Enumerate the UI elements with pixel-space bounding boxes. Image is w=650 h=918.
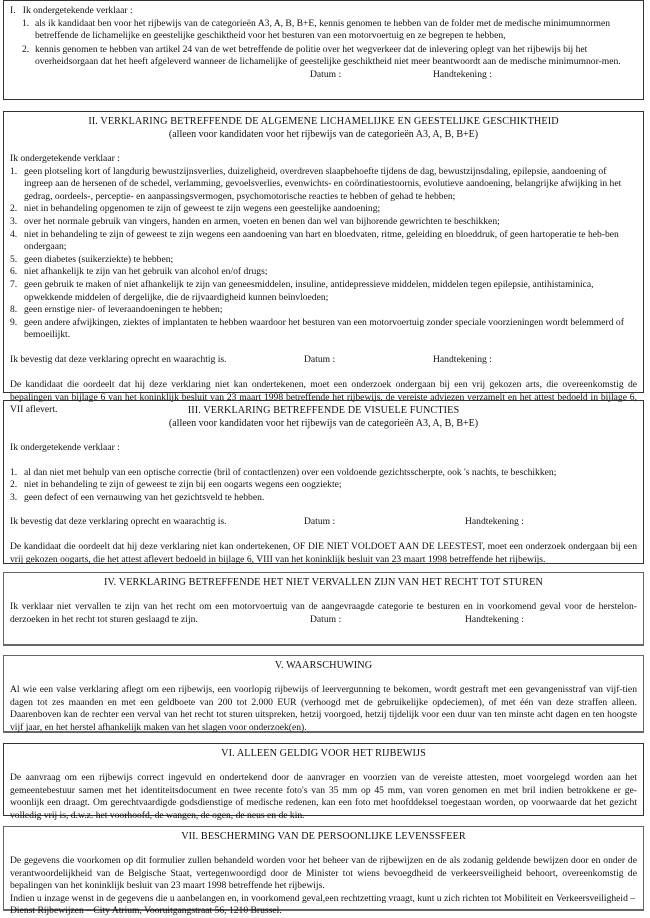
item-text: geen plotseling kort of langdurig bewustzijnsverlies, duizeligheid, overdreven slaapbehoefte tijdens de dag, bewustzijnsdaling, epilepsie, aandoening of ingreep aan de hersenen of de schedel, verlamming, gevoelsverlies, evenwichts- en coördinatiestoornis, evolutieve aandoening, belangrijke afwijking in het gedrag, oordeels-, perceptie- en aanpassingsvermogen, psychomotorische reacties te hebben of gehad te hebben; xyxy=(24,165,622,202)
handtekening-field[interactable]: Handtekening : xyxy=(465,614,524,626)
list-item xyxy=(10,279,637,304)
section-iv-driving-right xyxy=(3,572,644,646)
item-number: 6. xyxy=(10,266,18,278)
list-item xyxy=(10,166,637,204)
section-iii-visual-functions xyxy=(3,400,644,564)
section-i-heading xyxy=(10,5,637,18)
section-ii-note: De kandidaat die oordeelt dat hij deze verklaring niet kan ondertekenen, moet een onderzoek ondergaan bij een vrij gekozen arts, die overeenkomstig de bepalingen van bijlage 6 van het koninklijk besluit van 23 maart 1998 betreffende het rijbewijs, de vereiste adviezen verzamelt en het attest bedoeld in bijlage 6, VII aflevert. xyxy=(10,378,637,416)
section-vi-title: VI. ALLEEN GELDIG VOOR HET RIJBEWIJS xyxy=(221,748,426,759)
item-text: geen diabetes (suikerziekte) te hebben; xyxy=(24,253,174,265)
list-item xyxy=(10,317,637,342)
handtekening-field[interactable]: Handtekening : xyxy=(433,68,492,80)
item-number: 5. xyxy=(10,253,18,265)
section-iii-list xyxy=(10,467,637,505)
item-text: geen ernstige nier- of leveraandoeningen te hebben; xyxy=(24,304,223,316)
item-number: 7. xyxy=(10,278,18,290)
datum-field[interactable]: Datum : xyxy=(310,68,342,80)
item-number: 8. xyxy=(10,304,18,316)
item-text: over het normale gebruik van vingers, handen en armen, voeten en benen dan wel van bijhorende gewrichten te beschikken; xyxy=(24,215,500,227)
item-text: geen gebruik te maken of niet afhankelijk te zijn van geneesmiddelen, insuline, antidepressieve middelen, middelen tegen epilepsie, antihistaminica, opwekkende middelen of dergelijke, die de rijvaardigheid kunnen beïnvloeden; xyxy=(24,278,594,303)
section-iii-title: III. VERKLARING BETREFFENDE DE VISUELE FUNCTIES xyxy=(187,405,460,416)
handtekening-field[interactable]: Handtekening : xyxy=(433,353,492,365)
list-item xyxy=(10,254,637,267)
item-number: 2. xyxy=(10,479,18,491)
item-text: niet in behandeling te zijn of geweest te zijn bij een oogarts wegens een oogziekte; xyxy=(24,479,342,491)
list-item xyxy=(10,479,637,492)
section-ii-title: II. VERKLARING BETREFFENDE DE ALGEMENE LICHAMELIJKE EN GEESTELIJKE GESCHIKTHEID xyxy=(88,116,559,127)
section-vii-text-1: De gegevens die voorkomen op dit formulier zullen behandeld worden voor het beheer van de rijbewijzen en de als zodanig geldende bewijzen door en onder de verantwoordelijkheid van de Belgische Staat, vertegenwoordigd door de Minister tot wiens bevoegdheid de verkeersveiligheid behoort, overeenkomstig de bepalingen van het koninklijk besluit van 23 maart 1998 betreffende het rijbewijs. xyxy=(10,855,637,892)
section-ii-subtitle: (alleen voor kandidaten voor het rijbewijs van de categorieën A3, A, B, B+E) xyxy=(168,129,479,140)
section-v-warning xyxy=(3,655,644,733)
signature-line xyxy=(10,354,637,367)
item-text: niet in behandeling te zijn of geweest te zijn wegens een aandoening van hart en bloedvaten, ritme, geleiding en bloeddruk, of geen hartoperatie te heb-ben ondergaan; xyxy=(24,228,619,253)
list-item xyxy=(10,203,637,216)
list-item xyxy=(10,229,637,254)
list-item xyxy=(22,18,633,43)
section-ii-intro: Ik ondergetekende verklaar : xyxy=(10,153,120,164)
signature-line xyxy=(10,614,637,627)
item-number: 9. xyxy=(10,316,18,328)
datum-field[interactable]: Datum : xyxy=(304,516,336,528)
section-iv-text: Ik verklaar niet vervallen te zijn van het recht om een motorvoertuig van de aangevraagde categorie te besturen en in voorkomend geval voor de herstelon-derzoeken in het recht tot sturen geslaagd te zijn. xyxy=(10,601,637,625)
item-number: 3. xyxy=(10,215,18,227)
list-item xyxy=(10,304,637,317)
item-text: al dan niet met behulp van een optische correctie (bril of contactlenzen) over een voldoende gezichtsscherpte, ook 's nachts, te beschikken; xyxy=(24,466,557,478)
section-i-declaration xyxy=(3,0,644,100)
item-text: kennis genomen te hebben van artikel 24 van de wet betreffende de politie over het wegverkeer dat de inlevering oplegt van het rijbewijs bij het overheidsorgaan dat het heeft afgeleverd wanneer de lichamelijke of geestelijke geschiktheid niet meer beantwoordt aan de medische minimumnor-men. xyxy=(35,43,621,68)
datum-field[interactable]: Datum : xyxy=(304,353,336,365)
signature-line xyxy=(10,69,637,82)
confirmation-text: Ik bevestig dat deze verklaring oprecht en waarachtig is. xyxy=(10,516,227,528)
item-text: geen andere afwijkingen, ziektes of implantaten te hebben waardoor het besturen van een motorvoertuig zonder speciale voorzieningen wordt belemmerd of bemoeilijkt. xyxy=(24,316,624,341)
section-iii-note: De kandidaat die oordeelt dat hij deze verklaring niet kan ondertekenen, OF DIE NIET VOLDOET AAN DE LEESTEST, moet een onderzoek ondergaan bij een vrij gekozen oogarts, die het attest aflevert bedoeld in bijlage 6, VIII van het koninklijk besluit van 23 maart 1998 betreffende het rijbewijs. xyxy=(10,541,637,565)
section-iv-title: IV. VERKLARING BETREFFENDE HET NIET VERVALLEN ZIJN VAN HET RECHT TOT STUREN xyxy=(104,577,543,588)
list-item xyxy=(22,44,633,69)
handtekening-field[interactable]: Handtekening : xyxy=(465,516,524,528)
section-i-list xyxy=(10,18,637,69)
item-number: 3. xyxy=(10,491,18,503)
item-number: 4. xyxy=(10,228,18,240)
section-vii-privacy xyxy=(3,826,644,917)
list-item xyxy=(10,266,637,279)
section-iii-intro: Ik ondergetekende verklaar : xyxy=(10,442,120,453)
item-text: geen defect of een vernauwing van het gezichtsveld te hebben. xyxy=(24,491,265,503)
item-number: 1. xyxy=(22,17,30,29)
item-number: 1. xyxy=(10,165,18,177)
section-vii-text-2: Indien u inzage wenst in de gegevens die u aanbelangen en, in voorkomend geval,een rechtzetting vraagt, kunt u zich richten tot Mobiliteit en Verkeersveiligheid – Dienst Rijbewijzen – City Atrium, Vooruitgangstraat 56, 1210 Brussel. xyxy=(10,892,636,917)
item-text: niet afhankelijk te zijn van het gebruik van alcohol en/of drugs; xyxy=(24,266,268,278)
section-v-title: V. WAARSCHUWING xyxy=(274,660,373,671)
list-item xyxy=(10,216,637,229)
section-ii-list xyxy=(10,166,637,342)
section-i-number: I. xyxy=(10,5,16,16)
item-number: 1. xyxy=(10,466,18,478)
datum-field[interactable]: Datum : xyxy=(310,614,342,626)
list-item xyxy=(10,492,637,505)
signature-line xyxy=(10,516,637,529)
list-item xyxy=(10,467,637,480)
section-vii-title: VII. BESCHERMING VAN DE PERSOONLIJKE LEVENSSFEER xyxy=(181,831,466,842)
item-number: 2. xyxy=(22,43,30,55)
confirmation-text: Ik bevestig dat deze verklaring oprecht en waarachtig is. xyxy=(10,353,227,365)
item-text: als ik kandidaat ben voor het rijbewijs van de categorieën A3, A, B, B+E, kennis genomen te hebben van de folder met de medische minimumnormen betreffende de lichamelijke en geestelijke geschiktheid voor het besturen van een motorvoertuig en ze begrepen te hebben, xyxy=(35,17,611,42)
section-vi-license-only xyxy=(3,743,644,821)
section-i-heading-text: Ik ondergetekende verklaar : xyxy=(22,5,133,16)
section-v-text: Al wie een valse verklaring aflegt om een rijbewijs, een voorlopig rijbewijs of leervergunning te bekomen, wordt gestraft met een gevangenisstraf van vijf-tien dagen tot zes maanden en met een geldboete van 200 tot 2.000 EUR (verhoogd met de gebruikelijke opdeciemen), of met één van deze straffen alleen. Daarenboven kan de rechter een verval van het recht tot sturen uitspreken, hetzij voorgoed, hetzij tijdelijk voor een duur van ten minste acht dagen en ten hoogste vijf jaar, en het herstel afhankelijk maken van het slagen voor onderzoek(en). xyxy=(10,684,637,733)
section-iii-subtitle: (alleen voor kandidaten voor het rijbewijs van de categorieën A3, A, B, B+E) xyxy=(168,418,479,429)
item-number: 2. xyxy=(10,203,18,215)
item-text: niet in behandeling opgenomen te zijn of geweest te zijn wegens een geestelijke aandoening; xyxy=(24,203,381,215)
section-vi-text: De aanvraag om een rijbewijs correct ingevuld en ondertekend door de aanvrager en voorzien van de vereiste attesten, moet voorgelegd worden aan het gemeentebestuur samen met het identiteitsdocument en twee recente foto's van 35 mm op 45 mm, van voren genomen en met bril indien betrokkene er ge-woonlijk een draagt. Om gerechtvaardigde godsdienstige of medische redenen, kan een foto met hoofddeksel toegestaan worden, op voorwaarde dat het gezicht volledig vrij is, d.w.z. het voorhoofd, de wangen, de ogen, de neus en de kin. xyxy=(10,772,637,821)
